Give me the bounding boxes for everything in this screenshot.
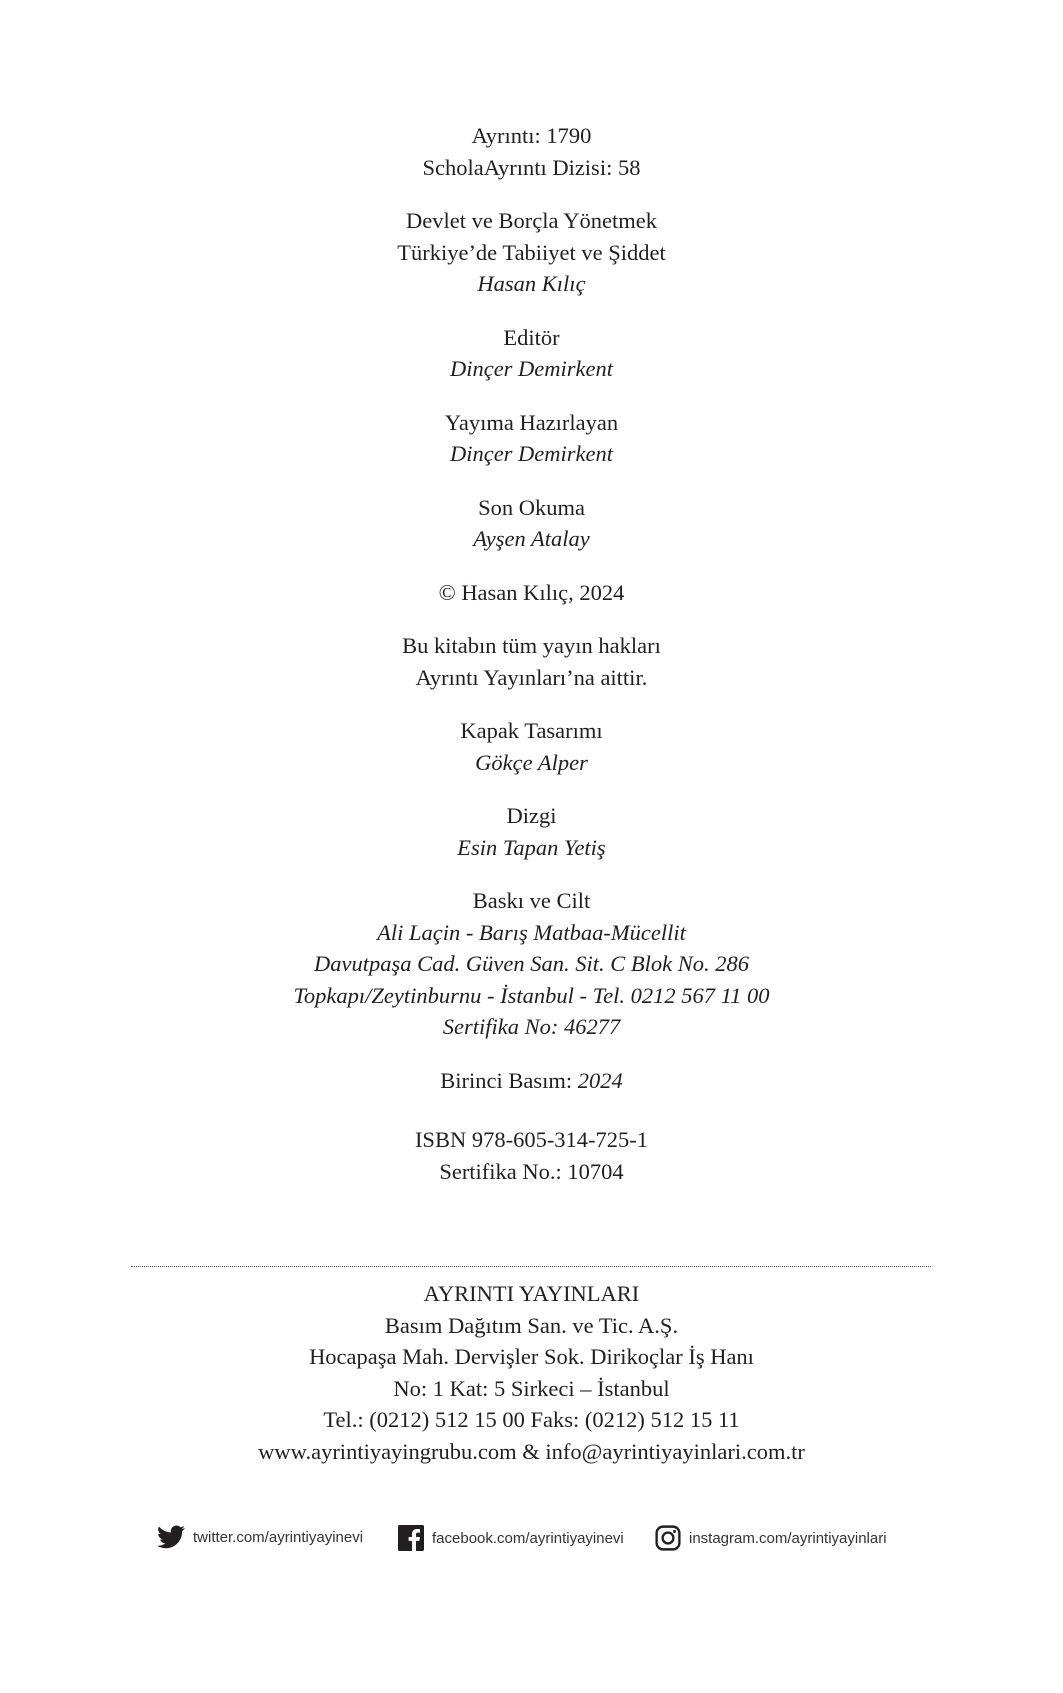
twitter-icon [157, 1525, 185, 1549]
publisher-phone: Tel.: (0212) 512 15 00 Faks: (0212) 512 15 11 [323, 1407, 740, 1432]
print-credit [0, 885, 1063, 1043]
book-subtitle: Türkiye’de Tabiiyet ve Şiddet [397, 239, 666, 265]
typeset-label: Dizgi [506, 803, 557, 828]
instagram-link[interactable] [655, 1525, 887, 1551]
editor-credit [0, 322, 1063, 385]
isbn-number: ISBN 978-605-314-725-1 [414, 1127, 649, 1152]
editor-name: Dinçer Demirkent [449, 356, 614, 381]
proofread-label: Son Okuma [478, 494, 585, 520]
proofread-name: Ayşen Atalay [473, 526, 590, 551]
social-links [0, 1525, 1063, 1565]
twitter-url: twitter.com/ayrintiyayinevi [193, 1528, 364, 1546]
isbn-info [0, 1124, 1063, 1187]
publisher-name: AYRINTI YAYINLARI [423, 1281, 640, 1306]
twitter-link[interactable] [157, 1525, 363, 1549]
copyright-text: © Hasan Kılıç, 2024 [438, 579, 625, 605]
typeset-credit [0, 800, 1063, 863]
printer-certificate: Sertifika No: 46277 [442, 1014, 621, 1039]
publisher-address-1: Hocapaşa Mah. Dervişler Sok. Dirikoçlar İş Hanı [309, 1344, 754, 1369]
instagram-icon [655, 1525, 681, 1551]
publisher-block [0, 1278, 1063, 1467]
proofread-credit [0, 492, 1063, 555]
facebook-url: facebook.com/ayrintiyayinevi [432, 1529, 624, 1547]
book-info [0, 205, 1063, 300]
rights-line-1: Bu kitabın tüm yayın hakları [402, 633, 661, 658]
facebook-icon [398, 1525, 424, 1551]
copyright-notice [0, 577, 1063, 609]
certificate-number: Sertifika No.: 10704 [439, 1158, 624, 1184]
printer-city-phone: Topkapı/Zeytinburnu - İstanbul - Tel. 0212 567 11 00 [293, 982, 770, 1008]
publisher-company: Basım Dağıtım San. ve Tic. A.Ş. [384, 1312, 679, 1338]
dotted-divider [131, 1266, 931, 1267]
book-title: Devlet ve Borçla Yönetmek [406, 208, 657, 233]
series-info [0, 120, 1063, 183]
typeset-name: Esin Tapan Yetiş [457, 834, 606, 860]
edition-info [0, 1065, 1063, 1097]
instagram-url: instagram.com/ayrintiyayinlari [689, 1529, 887, 1547]
editor-label: Editör [503, 324, 560, 350]
edition-label: Birinci Basım: [440, 1067, 578, 1093]
printer-address: Davutpaşa Cad. Güven San. Sit. C Blok No. 286 [314, 951, 749, 976]
book-author: Hasan Kılıç [477, 271, 586, 296]
cover-name: Gökçe Alper [475, 749, 588, 775]
cover-label: Kapak Tasarımı [460, 718, 603, 743]
printer-name: Ali Laçin - Barış Matbaa-Mücellit [377, 919, 686, 945]
edition-year: 2024 [577, 1067, 623, 1093]
prepared-credit [0, 407, 1063, 470]
series-number: Ayrıntı: 1790 [471, 123, 592, 148]
prepared-label: Yayıma Hazırlayan [444, 409, 619, 435]
edition-line [0, 1065, 1063, 1097]
colophon-credits [0, 120, 1063, 1209]
publisher-address-2: No: 1 Kat: 5 Sirkeci – İstanbul [393, 1375, 670, 1401]
prepared-name: Dinçer Demirkent [449, 441, 614, 466]
facebook-link[interactable] [398, 1525, 624, 1551]
cover-credit [0, 715, 1063, 778]
rights-line-2: Ayrıntı Yayınları’na aittir. [415, 664, 648, 690]
publisher-web-email: www.ayrintiyayingrubu.com & info@ayrintiyayinlari.com.tr [258, 1438, 805, 1464]
rights-notice [0, 630, 1063, 693]
series-dizi: ScholaAyrıntı Dizisi: 58 [422, 154, 641, 180]
print-label: Baskı ve Cilt [472, 888, 591, 913]
